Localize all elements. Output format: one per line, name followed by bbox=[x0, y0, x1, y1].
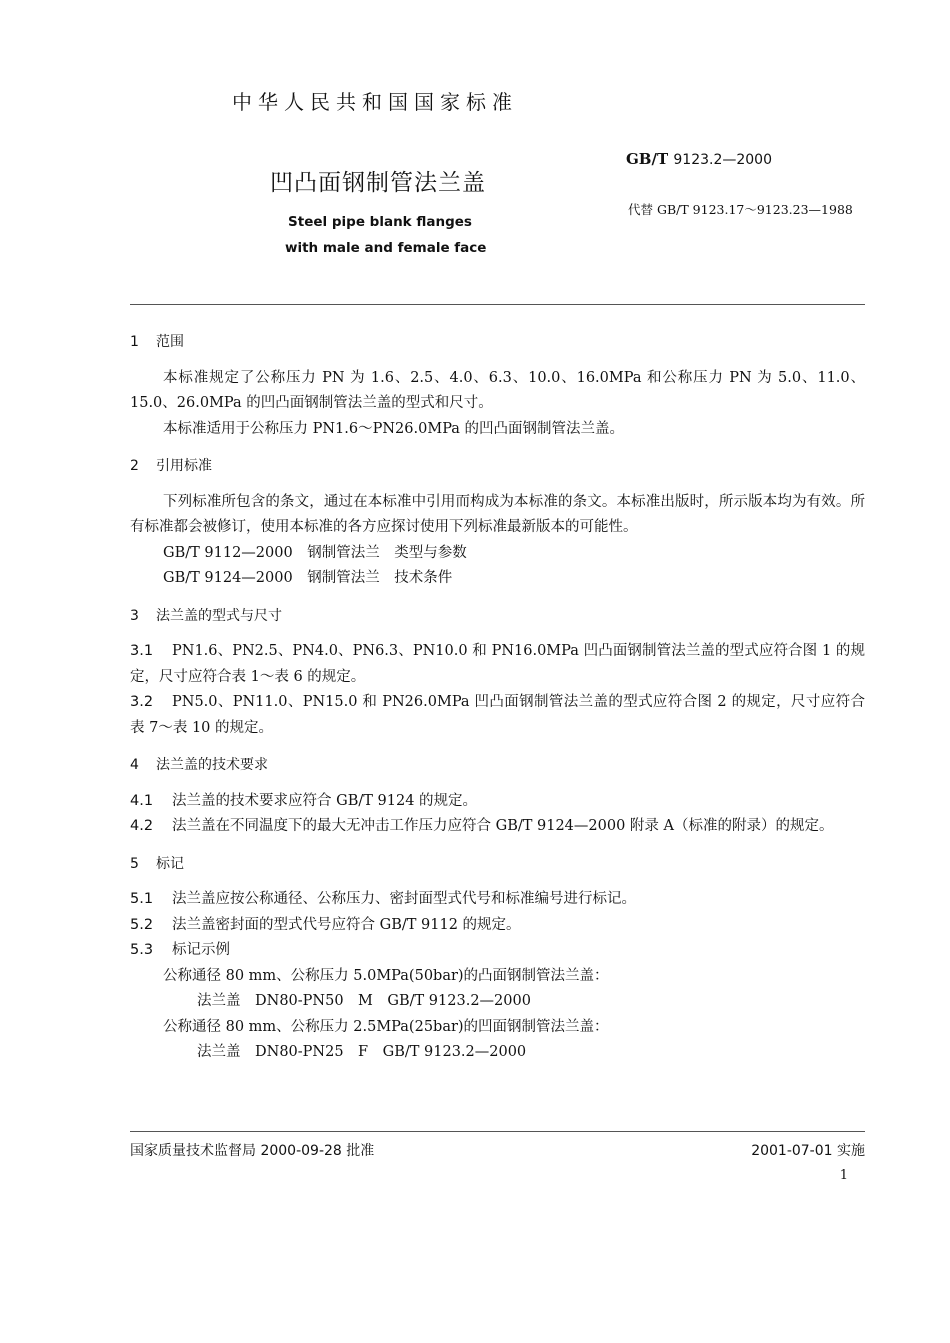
example-description: 公称通径 80 mm、公称压力 2.5MPa(25bar)的凹面钢制管法兰盖： bbox=[163, 1018, 609, 1035]
document-body bbox=[130, 328, 865, 1066]
section-heading-3: 3 法兰盖的型式与尺寸 bbox=[130, 607, 282, 624]
national-standard-heading: 中华人民共和国国家标准 bbox=[232, 90, 518, 114]
footer-divider bbox=[130, 1131, 865, 1132]
paragraph: 本标准规定了公称压力 PN 为 1.6、2.5、4.0、6.3、10.0、16.0MPa 和公称压力 PN 为 5.0、11.0、15.0、26.0MPa 的凹凸面钢制管法兰盖的型式和尺寸。 bbox=[130, 369, 865, 411]
approval-date: 国家质量技术监督局 2000-09-28 批准 bbox=[130, 1143, 375, 1159]
clause-5-3: 5.3 标记示例 bbox=[130, 942, 230, 958]
section-heading-4: 4 法兰盖的技术要求 bbox=[130, 757, 268, 773]
header-divider bbox=[130, 304, 865, 305]
document-title-cn: 凹凸面钢制管法兰盖 bbox=[270, 170, 486, 196]
document-title-en-line2: with male and female face bbox=[285, 240, 487, 256]
clause-4-1: 4.1 法兰盖的技术要求应符合 GB/T 9124 的规定。 bbox=[130, 792, 478, 809]
replaces-note: 代替 GB/T 9123.17～9123.23—1988 bbox=[628, 202, 853, 217]
example-marking: 法兰盖 DN80-PN50 M GB/T 9123.2—2000 bbox=[197, 993, 531, 1009]
effective-date: 2001-07-01 实施 bbox=[751, 1143, 865, 1159]
standard-number bbox=[626, 150, 772, 168]
paragraph: 本标准适用于公称压力 PN1.6～PN26.0MPa 的凹凸面钢制管法兰盖。 bbox=[163, 420, 625, 437]
reference-item: GB/T 9112—2000 钢制管法兰 类型与参数 bbox=[163, 544, 467, 561]
clause-3-1: 3.1 PN1.6、PN2.5、PN4.0、PN6.3、PN10.0 和 PN16.0MPa 凹凸面钢制管法兰盖的型式应符合图 1 的规定，尺寸应符合表 1～表 6 的规定。 bbox=[130, 643, 865, 685]
example-description: 公称通径 80 mm、公称压力 5.0MPa(50bar)的凸面钢制管法兰盖： bbox=[163, 967, 609, 984]
clause-4-2: 4.2 法兰盖在不同温度下的最大无冲击工作压力应符合 GB/T 9124—2000 附录 A（标准的附录）的规定。 bbox=[130, 818, 834, 834]
paragraph: 下列标准所包含的条文，通过在本标准中引用而构成为本标准的条文。本标准出版时，所示版本均为有效。所有标准都会被修订，使用本标准的各方应探讨使用下列标准最新版本的可能性。 bbox=[130, 493, 865, 535]
page-number: 1 bbox=[839, 1168, 848, 1183]
clause-5-1: 5.1 法兰盖应按公称通径、公称压力、密封面型式代号和标准编号进行标记。 bbox=[130, 891, 636, 907]
section-heading-5: 5 标记 bbox=[130, 855, 184, 872]
section-heading-1: 1 范围 bbox=[130, 334, 184, 350]
clause-5-2: 5.2 法兰盖密封面的型式代号应符合 GB/T 9112 的规定。 bbox=[130, 916, 521, 933]
standard-prefix: GB/T bbox=[626, 150, 669, 168]
section-heading-2: 2 引用标准 bbox=[130, 458, 212, 474]
clause-3-2: 3.2 PN5.0、PN11.0、PN15.0 和 PN26.0MPa 凹凸面钢制管法兰盖的型式应符合图 2 的规定，尺寸应符合表 7～表 10 的规定。 bbox=[130, 694, 865, 736]
document-title-en-line1: Steel pipe blank flanges bbox=[288, 214, 472, 230]
reference-item: GB/T 9124—2000 钢制管法兰 技术条件 bbox=[163, 570, 453, 586]
example-marking: 法兰盖 DN80-PN25 F GB/T 9123.2—2000 bbox=[197, 1044, 527, 1060]
standard-code: 9123.2—2000 bbox=[673, 152, 772, 168]
